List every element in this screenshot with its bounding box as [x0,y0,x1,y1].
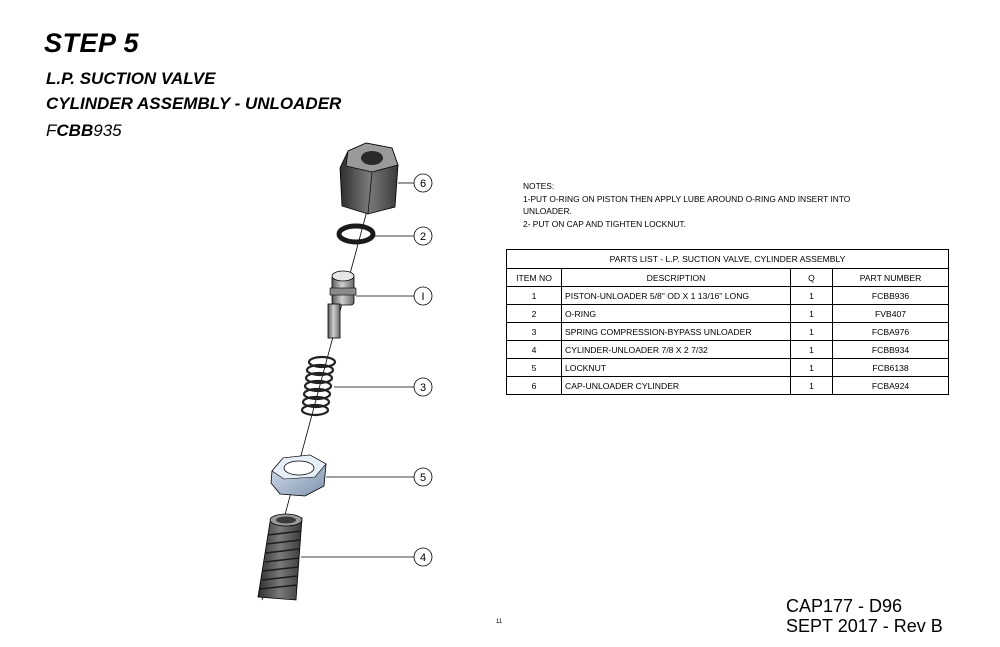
callout-4-label: 4 [419,552,427,564]
description-cell: O-RING [562,305,791,323]
part-number-cell: FCBA924 [833,377,949,395]
quantity-cell: 1 [791,287,833,305]
callout-3-label: 3 [419,382,427,394]
quantity-cell: 1 [791,341,833,359]
description-cell: PISTON-UNLOADER 5/8" OD X 1 13/16" LONG [562,287,791,305]
callout-4 [414,548,432,566]
column-header-item-no: ITEM NO [507,269,562,287]
assembly-part-code [46,121,122,141]
note-line-1: 1-PUT O-RING ON PISTON THEN APPLY LUBE AROUND O-RING AND INSERT INTO [523,193,851,204]
part-number-cell: FCBB934 [833,341,949,359]
quantity-cell: 1 [791,323,833,341]
part-number-cell: FVB407 [833,305,949,323]
parts-list-caption: PARTS LIST - L.P. SUCTION VALVE, CYLINDER ASSEMBLY [507,250,949,269]
piston-unloader [328,271,356,338]
description-cell: CYLINDER-UNLOADER 7/8 X 2 7/32 [562,341,791,359]
table-row [507,377,949,395]
assembly-notes [523,180,923,230]
page-number: 11 [496,619,503,625]
item-no-cell: 2 [507,305,562,323]
note-line-2: UNLOADER. [523,206,572,216]
o-ring [339,226,373,242]
cylinder-unloader [258,514,302,600]
assembly-title-line-1: L.P. SUCTION VALVE [46,69,216,88]
part-code-bold: CBB [56,121,94,140]
item-no-cell: 1 [507,287,562,305]
locknut [271,455,326,496]
table-row [507,359,949,377]
column-header-quantity: Q [791,269,833,287]
quantity-cell: 1 [791,359,833,377]
callout-3 [414,378,432,396]
callout-2 [414,227,432,245]
callout-6 [414,174,432,192]
spring-compression [302,357,335,415]
callout-5 [414,468,432,486]
column-header-part-number: PART NUMBER [833,269,949,287]
note-line-3: 2- PUT ON CAP AND TIGHTEN LOCKNUT. [523,218,686,229]
document-code: CAP177 - D96 [786,596,903,616]
exploded-view-diagram [200,135,470,610]
part-number-cell: FCBB936 [833,287,949,305]
callout-1 [414,287,432,305]
part-number-cell: FCBA976 [833,323,949,341]
parts-list-table [506,249,949,395]
table-row [507,323,949,341]
item-no-cell: 4 [507,341,562,359]
table-row [507,305,949,323]
callout-2-label: 2 [419,231,427,243]
part-number-cell: FCB6138 [833,359,949,377]
document-revision: SEPT 2017 - Rev B [786,616,943,636]
callout-1-label: I [421,291,425,303]
item-no-cell: 6 [507,377,562,395]
description-cell: LOCKNUT [562,359,791,377]
callout-5-label: 5 [419,472,427,484]
description-cell: CAP-UNLOADER CYLINDER [562,377,791,395]
item-no-cell: 3 [507,323,562,341]
assembly-title-line-2: CYLINDER ASSEMBLY - UNLOADER [46,94,342,113]
table-row [507,287,949,305]
table-row [507,341,949,359]
item-no-cell: 5 [507,359,562,377]
notes-title: NOTES: [523,181,555,191]
description-cell: SPRING COMPRESSION-BYPASS UNLOADER [562,323,791,341]
quantity-cell: 1 [791,305,833,323]
table-header-row [507,269,949,287]
column-header-description: DESCRIPTION [562,269,791,287]
quantity-cell: 1 [791,377,833,395]
step-title: STEP 5 [44,28,140,58]
callout-6-label: 6 [419,178,427,190]
part-code-prefix: F [46,121,57,140]
part-code-suffix: 935 [93,121,122,140]
cap-unloader-cylinder [340,143,398,214]
